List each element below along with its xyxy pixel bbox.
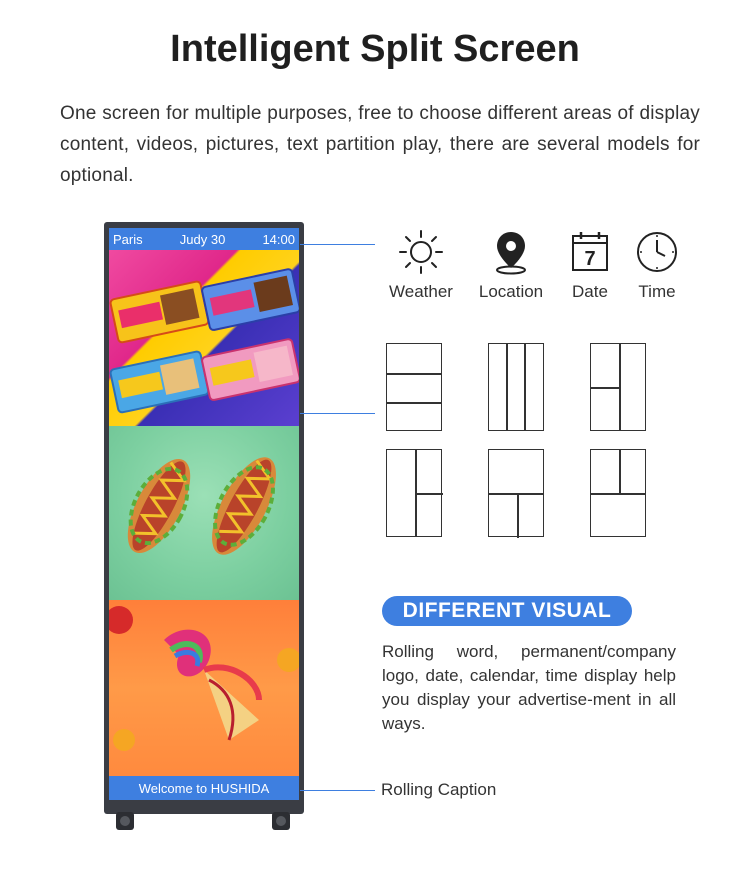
feature-location — [471, 228, 551, 302]
location-pin-icon — [487, 228, 535, 276]
status-time: 14:00 — [262, 231, 295, 247]
intro-text: One screen for multiple purposes, free to choose different areas of display content, videos, pictures, text partition play, there are several models for optional. — [60, 103, 700, 186]
different-visual-badge: DIFFERENT VISUAL — [382, 596, 632, 626]
wafer-ad-image — [109, 250, 299, 426]
calendar-icon — [566, 228, 614, 276]
feature-weather — [381, 228, 461, 302]
panel-wafer-ad — [109, 250, 299, 426]
sun-icon — [397, 228, 445, 276]
hotdog-ad-image — [109, 426, 299, 600]
connector-layouts — [300, 413, 375, 414]
layout-option-three-rows — [386, 343, 442, 431]
feature-time — [617, 228, 697, 302]
icecream-ad-image — [109, 600, 299, 776]
panel-hotdog-ad — [109, 426, 299, 600]
layout-option-column-split-left — [590, 343, 646, 431]
layout-option-three-columns — [488, 343, 544, 431]
connector-status — [300, 244, 375, 245]
kiosk-screen — [109, 228, 299, 800]
connector-caption — [300, 790, 375, 791]
kiosk-wheel-left — [116, 812, 134, 830]
layout-option-top-bottom-split — [488, 449, 544, 537]
rolling-caption-text: Welcome to HUSHIDA — [138, 780, 270, 796]
rolling-caption-label: Rolling Caption — [381, 780, 497, 799]
feature-label: Location — [478, 282, 544, 301]
layout-option-column-split-right — [386, 449, 442, 537]
status-city: Paris — [113, 231, 143, 247]
kiosk-wheel-right — [272, 812, 290, 830]
layout-option-top-split-bottom — [590, 449, 646, 537]
status-bar — [109, 228, 299, 250]
different-visual-description: Rolling word, permanent/company logo, date, calendar, time display help you display your advertise-ment in all ways. — [382, 642, 676, 733]
feature-label: Weather — [389, 282, 453, 301]
status-date: Judy 30 — [179, 231, 226, 247]
feature-label: Time — [638, 282, 676, 301]
clock-icon — [633, 228, 681, 276]
feature-label: Date — [572, 282, 608, 301]
rolling-caption-bar — [109, 776, 299, 800]
panel-icecream-ad — [109, 600, 299, 776]
page-title: Intelligent Split Screen — [170, 28, 580, 70]
calendar-day: 7 — [584, 248, 596, 270]
